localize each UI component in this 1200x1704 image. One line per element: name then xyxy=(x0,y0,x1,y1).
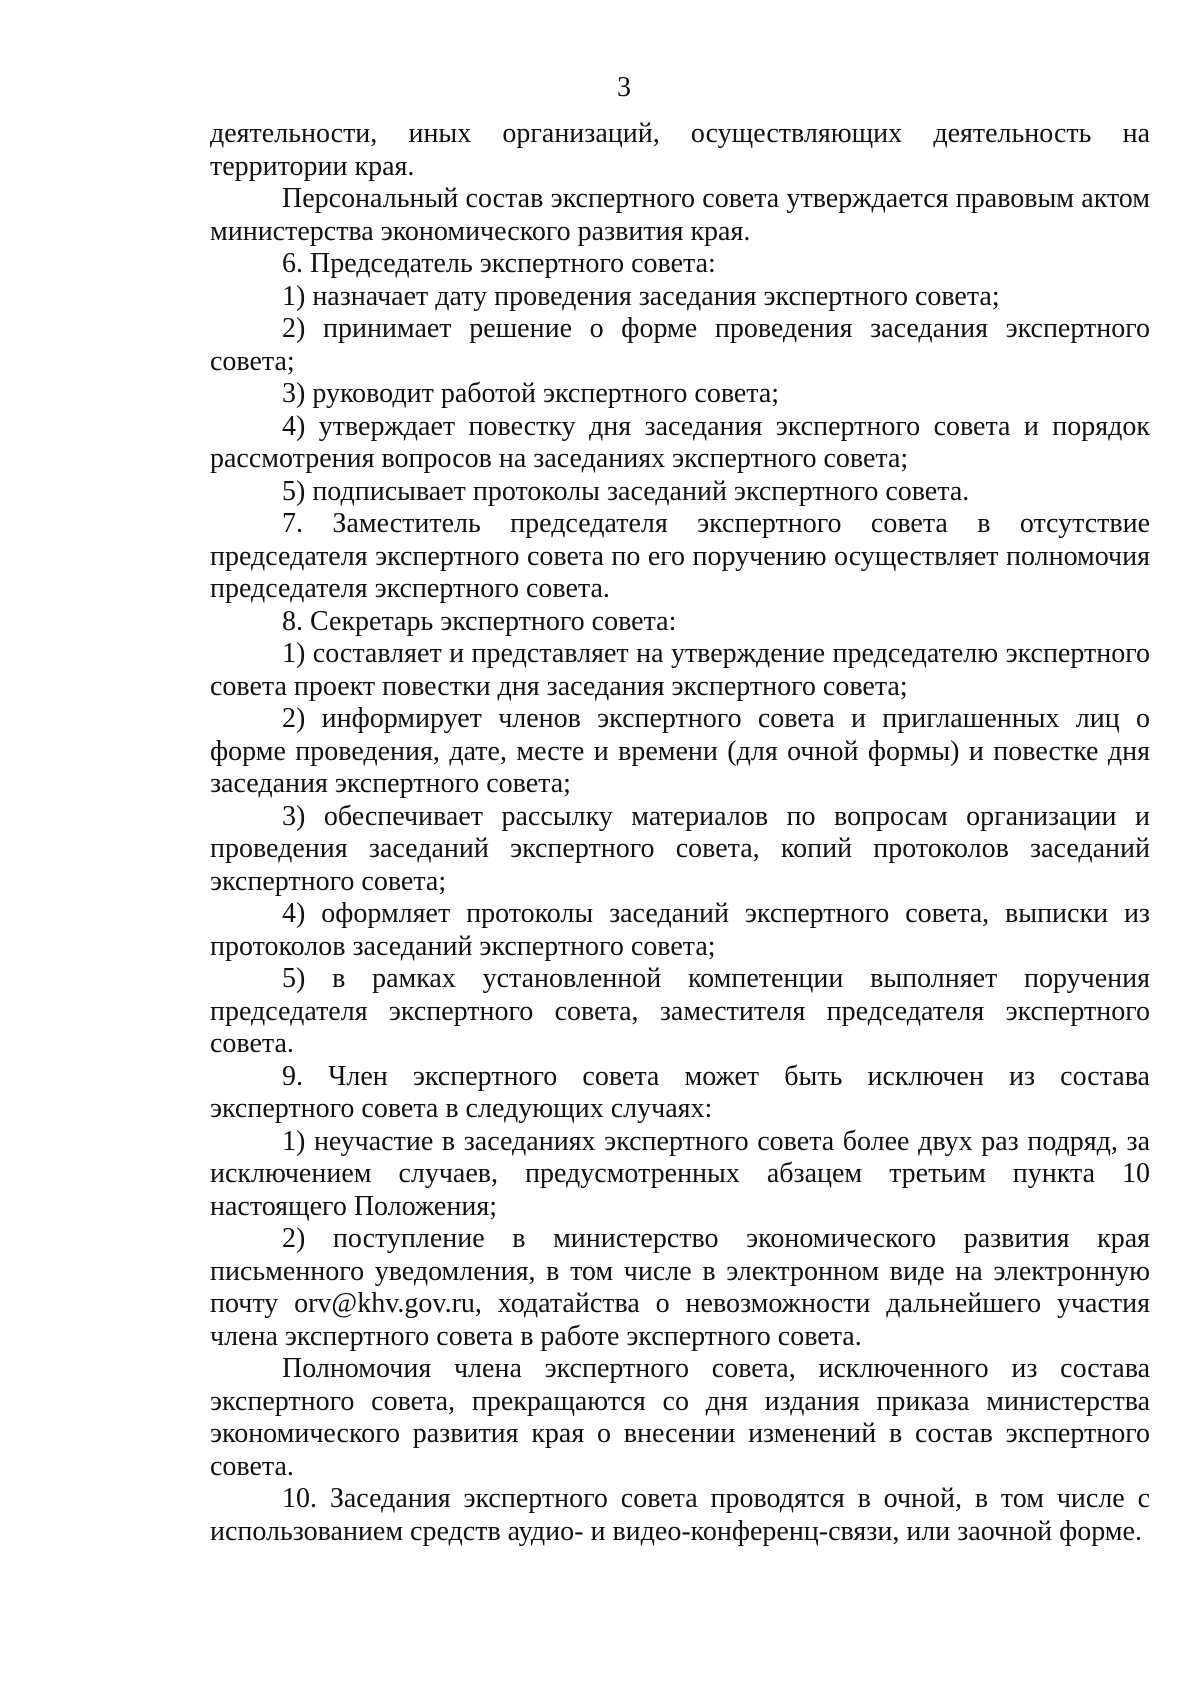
paragraph: 9. Член экспертного совета может быть исключен из состава экспертного совета в следующих случаях: xyxy=(210,1060,1150,1124)
list-item: 2) поступление в министерство экономического развития края письменного уведомления, в том числе в электронном виде на электронную почту orv@khv.gov.ru, ходатайства о невозможности дальнейшего участия члена экспертного совета в работе экспертного совета. xyxy=(210,1223,1150,1352)
list-item: 5) подписывает протоколы заседаний экспертного совета. xyxy=(282,475,970,507)
list-item: 5) в рамках установленной компетенции выполняет поручения председателя экспертного совета, заместителя председателя экспертного совета. xyxy=(210,963,1150,1059)
paragraph: Полномочия члена экспертного совета, исключенного из состава экспертного совета, прекращаются со дня издания приказа министерства экономического развития края о внесении изменений в состав экспертного совета. xyxy=(210,1353,1150,1482)
paragraph: 7. Заместитель председателя экспертного совета в отсутствие председателя экспертного совета по его поручению осуществляет полномочия председателя экспертного совета. xyxy=(210,508,1150,604)
list-item: 2) принимает решение о форме проведения заседания экспертного совета; xyxy=(210,313,1150,377)
page-number: 3 xyxy=(617,72,631,103)
paragraph: 10. Заседания экспертного совета проводятся в очной, в том числе с использованием средств аудио- и видео-конференц-связи, или заочной форме. xyxy=(210,1483,1150,1547)
section-heading: 8. Секретарь экспертного совета: xyxy=(282,605,677,637)
list-item: 2) информирует членов экспертного совета и приглашенных лиц о форме проведения, дате, месте и времени (для очной формы) и повестке дня заседания экспертного совета; xyxy=(210,703,1150,799)
document-body xyxy=(210,118,1150,1548)
paragraph: деятельности, иных организаций, осуществляющих деятельность на территории края. xyxy=(210,118,1150,182)
list-item: 4) оформляет протоколы заседаний экспертного совета, выписки из протоколов заседаний экспертного совета; xyxy=(210,898,1150,962)
list-item: 3) руководит работой экспертного совета; xyxy=(282,378,780,409)
section-heading: 6. Председатель экспертного совета: xyxy=(282,248,716,279)
list-item: 1) назначает дату проведения заседания экспертного совета; xyxy=(282,280,1000,312)
list-item: 1) неучастие в заседаниях экспертного совета более двух раз подряд, за исключением случаев, предусмотренных абзацем третьим пункта 10 настоящего Положения; xyxy=(210,1125,1150,1222)
paragraph: Персональный состав экспертного совета утверждается правовым актом министерства экономического развития края. xyxy=(210,183,1150,247)
list-item: 3) обеспечивает рассылку материалов по вопросам организации и проведения заседаний экспертного совета, копий протоколов заседаний экспертного совета; xyxy=(210,800,1150,897)
list-item: 1) составляет и представляет на утверждение председателю экспертного совета проект повестки дня заседания экспертного совета; xyxy=(210,638,1150,702)
list-item: 4) утверждает повестку дня заседания экспертного совета и порядок рассмотрения вопросов на заседаниях экспертного совета; xyxy=(210,410,1150,474)
